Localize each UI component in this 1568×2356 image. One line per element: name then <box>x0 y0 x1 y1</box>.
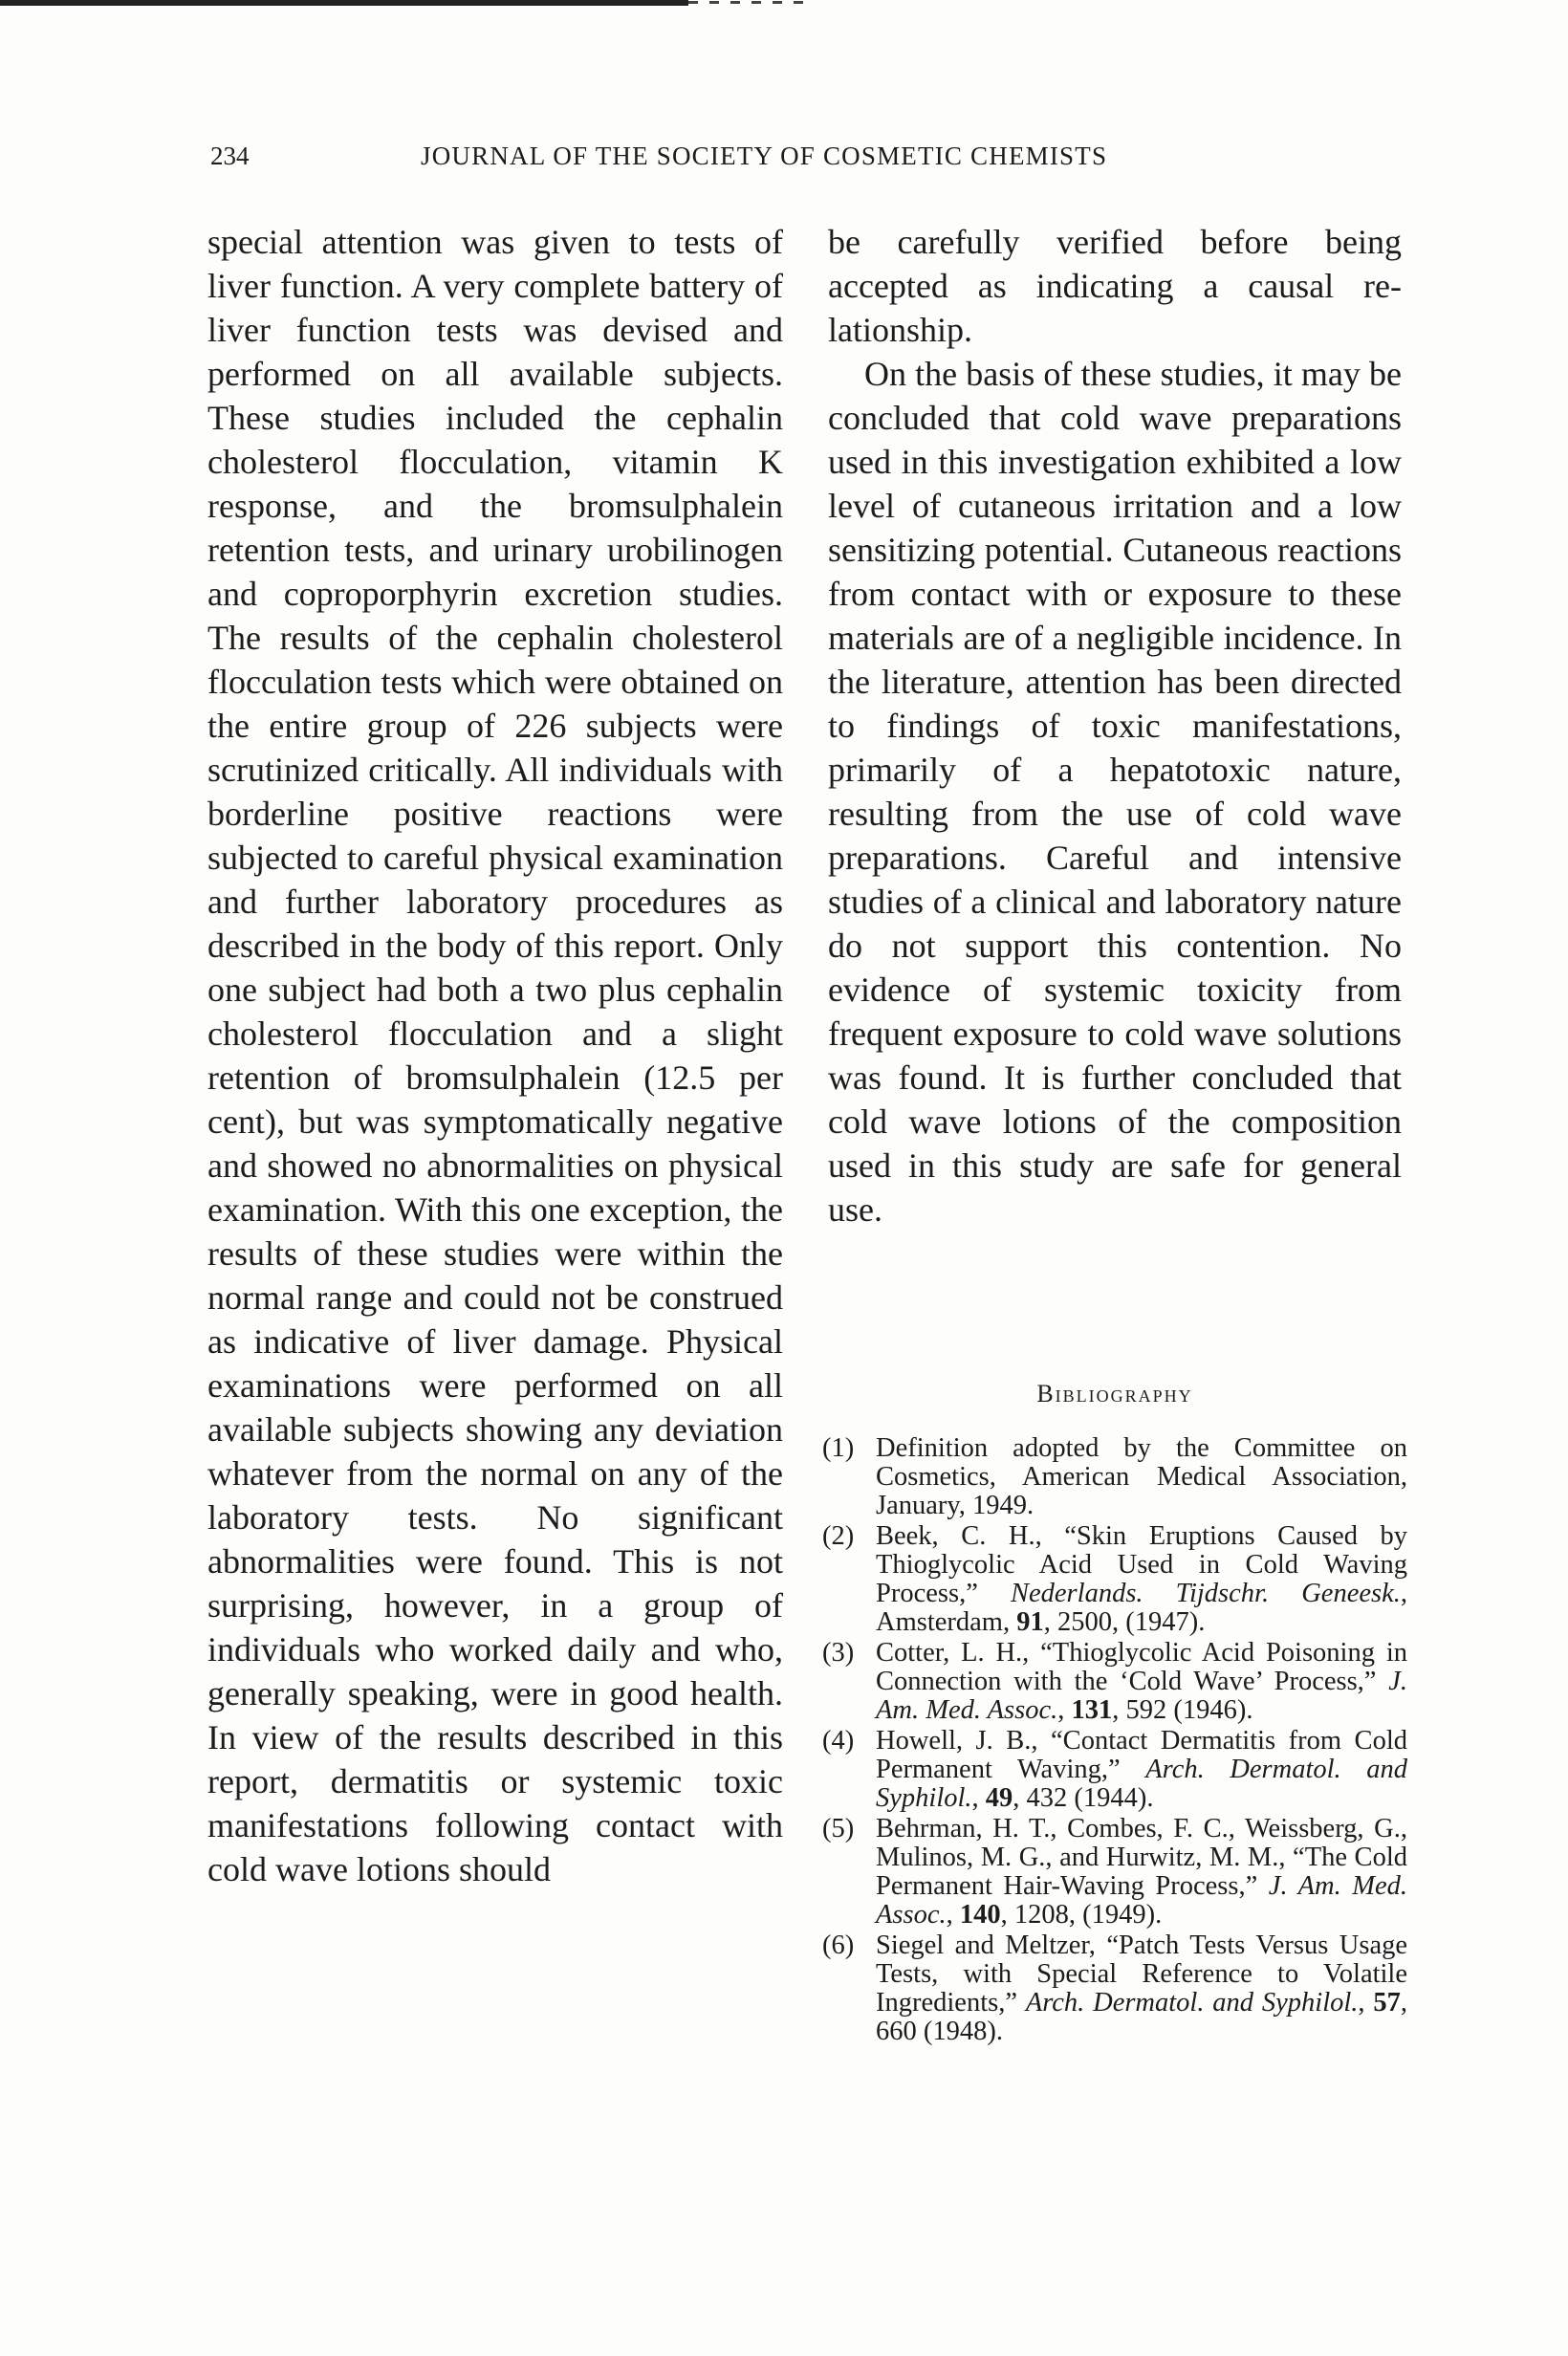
journal-name: J. Am. Med. Assoc. <box>876 1871 1407 1930</box>
reference-text: , <box>946 1900 960 1930</box>
bibliography-heading: Bibliography <box>1036 1380 1193 1407</box>
reference-text: Cotter, L. H., “Thioglycolic Acid Poisoning in Connection with the ‘Cold Wave’ Process,” <box>876 1638 1407 1696</box>
reference-text: , 660 (1948). <box>876 1988 1407 2046</box>
journal-title: JOURNAL OF THE SOCIETY OF COSMETIC CHEMISTS <box>421 142 1108 170</box>
reference-item <box>822 1434 1407 1520</box>
bibliography-list <box>822 1434 1407 2048</box>
body-paragraph: be carefully verified before being accepted as indicating a causal relationship. <box>828 223 1402 349</box>
reference-item <box>822 1931 1407 2046</box>
reference-text: Siegel and Meltzer, “Patch Tests Versus Usage Tests, with Special Reference to Volatile Ingredients,” <box>876 1931 1407 2018</box>
top-rule-tail <box>688 1 803 4</box>
reference-text: Beek, C. H., “Skin Eruptions Caused by Thioglycolic Acid Used in Cold Waving Process,” <box>876 1521 1407 1608</box>
reference-text: , 2500, (1947). <box>1043 1607 1206 1637</box>
volume-number: 131 <box>1071 1695 1113 1725</box>
volume-number: 140 <box>959 1900 1001 1930</box>
reference-number: (1) <box>822 1433 855 1463</box>
reference-item <box>822 1815 1407 1930</box>
reference-text: , 432 (1944). <box>1013 1783 1154 1813</box>
reference-text: Howell, J. B., “Contact Dermatitis from Cold Permanent Waving,” <box>876 1726 1407 1784</box>
body-paragraph: On the basis of these studies, it may be concluded that cold wave preparations used in this investigation exhibited a low level of cutaneous irritation and a low sensitizing potential. Cutaneous reactions from contact with or exposure to these materials are of a negligible incidence. In the literature, attention has been directed to findings of toxic manifestations, primarily of a hepatotoxic nature, resulting from the use of cold wave preparations. Careful and intensive studies of a clinical and laboratory nature do not support this contention. No evidence of systemic toxicity from frequent exposure to cold wave solutions was found. It is further concluded that cold wave lotions of the composition used in this study are safe for general use. <box>828 355 1402 1229</box>
reference-number: (6) <box>822 1931 855 1960</box>
volume-number: 57 <box>1373 1988 1401 2018</box>
reference-text: , <box>971 1783 986 1813</box>
reference-text: , Amsterdam, <box>876 1579 1407 1637</box>
journal-name: Arch. Dermatol. and Syphilol. <box>876 1755 1407 1813</box>
reference-item <box>822 1727 1407 1813</box>
reference-text: Behrman, H. T., Combes, F. C., Weissberg, G., Mulinos, M. G., and Hurwitz, M. M., “The Cold Permanent Hair-Waving Process,” <box>876 1814 1407 1901</box>
reference-text: Definition adopted by the Committee on Cosmetics, American Medical Association, January, 1949. <box>876 1433 1407 1520</box>
body-paragraph: special attention was given to tests of liver function. A very complete battery of liver function tests was devised and performed on all available subjects. These studies included the cephalin cholesterol flocculation, vitamin K response, and the bromsulphalein retention tests, and urinary urobilinogen and coproporphyrin excretion studies. The results of the cephalin cholesterol flocculation tests which were obtained on the entire group of 226 subjects were scrutinized critically. All individuals with borderline positive reactions were subjected to careful physical examination and further laboratory procedures as described in the body of this report. Only one subject had both a two plus cephalin cholesterol flocculation and a slight retention of bromsulphalein (12.5 per cent), but was symptomatically negative and showed no abnormalities on physical examination. With this one exception, the results of these studies were within the normal range and could not be construed as indicative of liver damage. Physical examinations were performed on all available subjects showing any deviation whatever from the normal on any of the laboratory tests. No significant abnormalities were found. This is not surprising, however, in a group of individuals who worked daily and who, generally speaking, were in good health. In view of the results described in this report, dermatitis or systemic toxic manifestations following contact with cold wave lotions should <box>207 223 783 1888</box>
journal-name: Nederlands. Tijdschr. Geneesk. <box>1011 1579 1401 1608</box>
reference-item <box>822 1639 1407 1725</box>
volume-number: 91 <box>1016 1607 1044 1637</box>
reference-text: , <box>1358 1988 1374 2018</box>
reference-number: (2) <box>822 1521 855 1551</box>
reference-text: , <box>1057 1695 1072 1725</box>
left-column <box>207 220 783 1891</box>
reference-text: , 592 (1946). <box>1112 1695 1253 1725</box>
top-rule <box>0 0 688 6</box>
reference-number: (4) <box>822 1726 855 1756</box>
journal-name: Arch. Dermatol. and Syphilol. <box>1025 1988 1359 2018</box>
journal-name: J. Am. Med. Assoc. <box>876 1667 1407 1725</box>
page-number: 234 <box>210 142 250 170</box>
reference-number: (3) <box>822 1638 855 1668</box>
volume-number: 49 <box>985 1783 1013 1813</box>
reference-text: , 1208, (1949). <box>1000 1900 1163 1930</box>
reference-item <box>822 1522 1407 1637</box>
right-column <box>828 220 1402 1232</box>
reference-number: (5) <box>822 1814 855 1843</box>
running-header <box>210 142 1404 180</box>
